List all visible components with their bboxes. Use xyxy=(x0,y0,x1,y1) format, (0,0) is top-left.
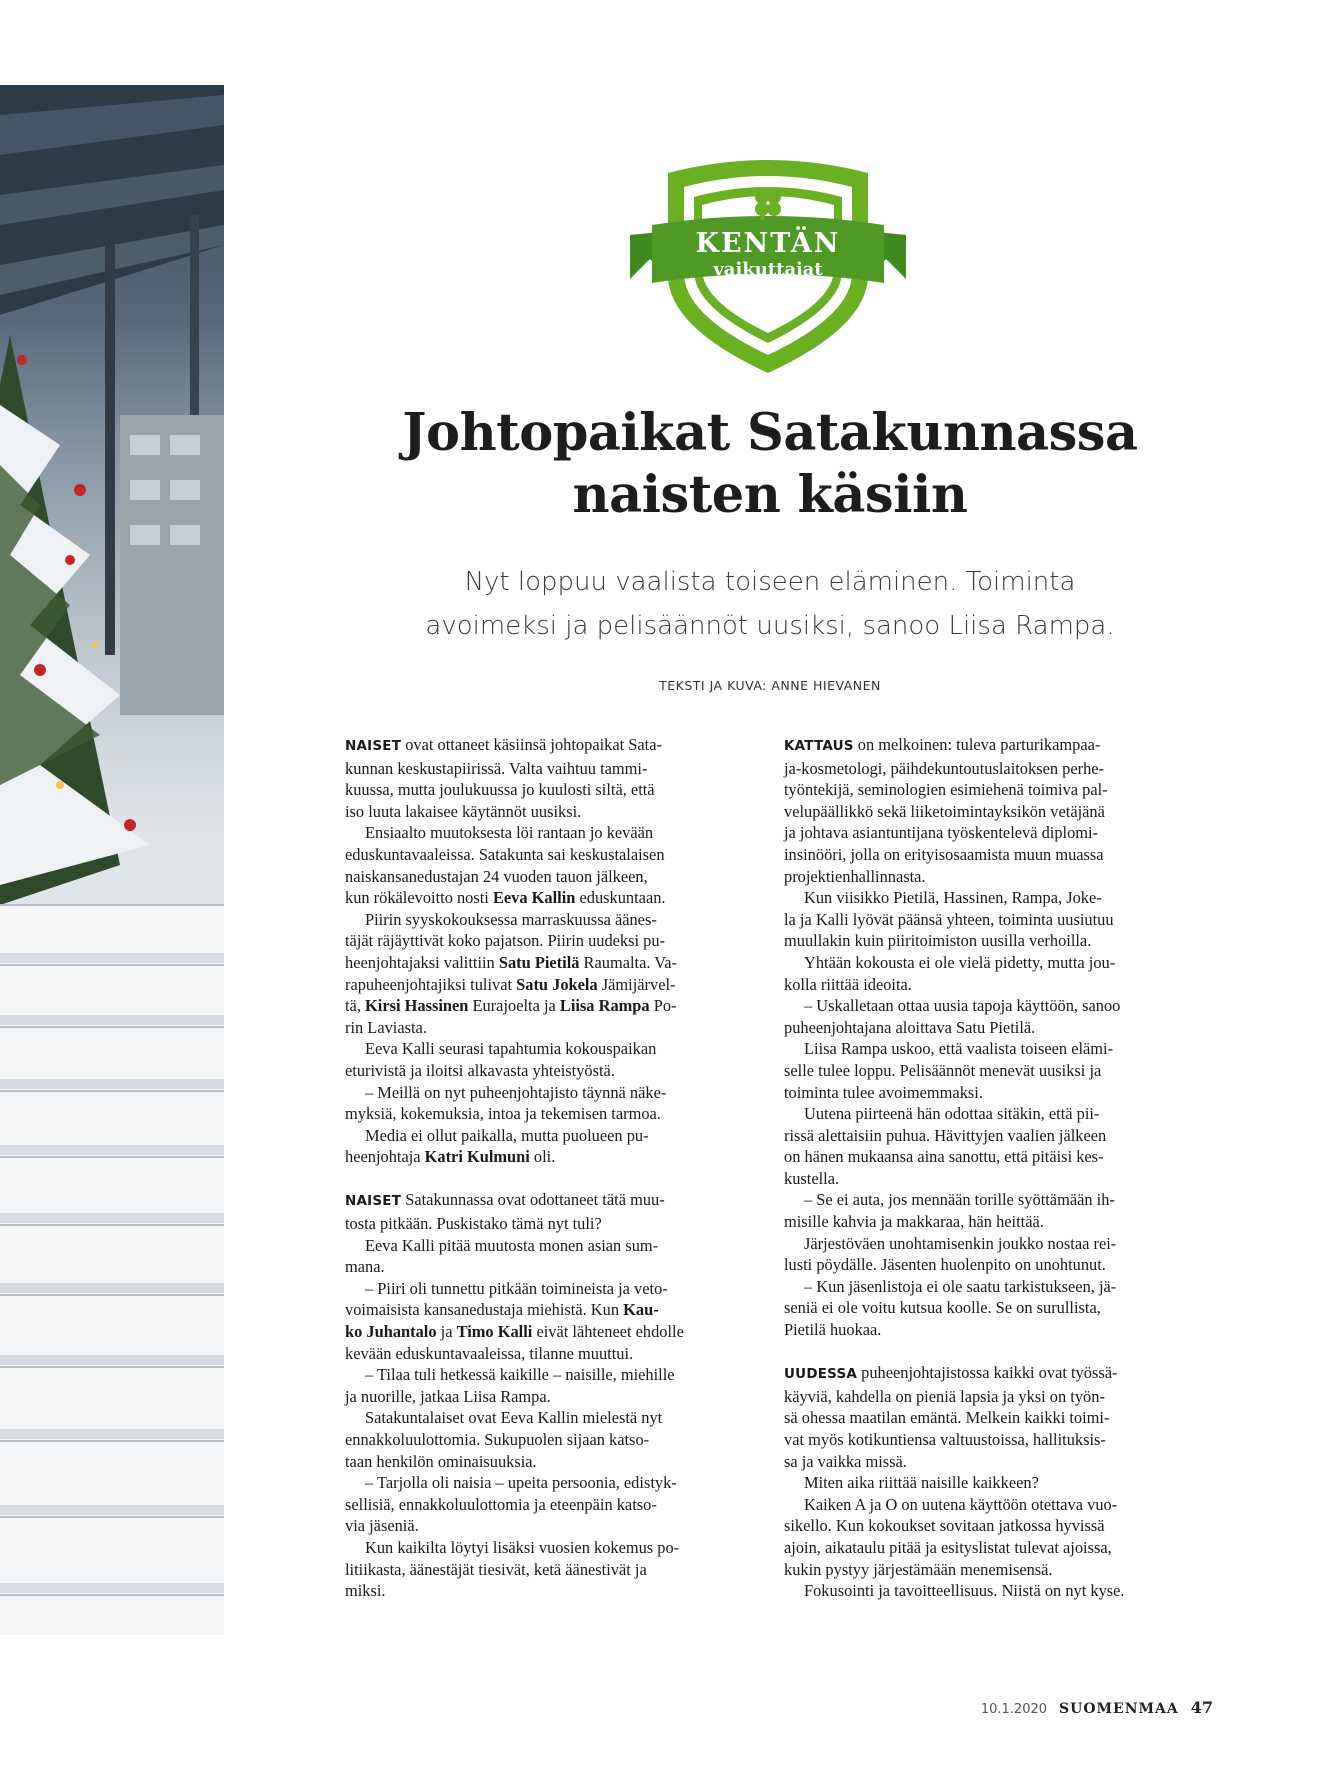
text-line: Kun kaikilta löytyi lisäksi vuosien kokemus po- xyxy=(365,1537,680,1557)
text-line: NAISET ovat ottaneet käsiinsä johtopaikat Sata- xyxy=(345,735,662,754)
text-line: rapuheenjohtajiksi tulivat Satu Jokela Jämijärvel- xyxy=(345,974,676,994)
person-name: Timo Kalli xyxy=(456,1322,533,1342)
text-line: via jäseniä. xyxy=(345,1516,419,1536)
text-line: ko Juhantalo ja Timo Kalli eivät lähteneet ehdolle xyxy=(345,1322,684,1342)
article-column-right xyxy=(784,734,1170,1602)
text-line: ja-kosmetologi, päihdekuntoutuslaitoksen perhe- xyxy=(784,758,1105,778)
text-line: ja nuorille, jatkaa Liisa Rampa. xyxy=(345,1386,551,1406)
text-line: – Meillä on nyt puheenjohtajisto täynnä näke- xyxy=(365,1082,667,1102)
text-line: myksiä, kokemuksia, intoa ja tekemisen tarmoa. xyxy=(345,1104,661,1124)
text-line: sa ja vaikka missä. xyxy=(784,1451,907,1471)
text-line: velupäällikkö sekä liiketoimintayksikön vetäjänä xyxy=(784,801,1105,821)
text-line: miksi. xyxy=(345,1581,386,1601)
text-line: eturivistä ja iloitsi alkavasta yhteistyöstä. xyxy=(345,1060,615,1080)
badge-line-2: vaikuttajat xyxy=(713,259,823,280)
text-line: Pietilä huokaa. xyxy=(784,1320,882,1340)
lead-word: UUDESSA xyxy=(784,1366,858,1383)
text-line: sikello. Kun kokoukset sovitaan jatkossa hyvissä xyxy=(784,1516,1105,1536)
title-line: naisten käsiin xyxy=(572,465,968,525)
text-line: Järjestöväen unohtamisenkin joukko nostaa rei- xyxy=(804,1233,1117,1253)
text-line: toiminta tulee avoimemmaksi. xyxy=(784,1082,983,1102)
page-footer xyxy=(981,1698,1213,1717)
lead-word: NAISET xyxy=(345,738,402,754)
text-line: – Se ei auta, jos mennään torille syöttämään ih- xyxy=(804,1190,1115,1210)
text-line: muullakin kuin piiritoimiston uusilla verhoilla. xyxy=(784,931,1092,951)
text-line: taan henkilön ominaisuuksia. xyxy=(345,1451,537,1471)
text-line: on hänen mukaansa aina sanottu, että pitäisi kes- xyxy=(784,1147,1104,1167)
lead-word: NAISET xyxy=(345,1193,402,1210)
article-title xyxy=(330,402,1210,526)
article-column-left xyxy=(345,734,731,1602)
publication-name: SUOMENMAA xyxy=(1059,1701,1179,1717)
text-line: heenjohtaja Katri Kulmuni oli. xyxy=(345,1147,556,1167)
section-badge xyxy=(628,155,908,375)
text-line: ennakkoluulottomia. Sukupuolen sijaan katso- xyxy=(345,1430,650,1449)
text-line: sä ohessa maatilan emäntä. Melkein kaikki toimi- xyxy=(784,1408,1110,1428)
text-line: tosta pitkään. Puskistako tämä nyt tuli? xyxy=(345,1214,602,1234)
lead-word: KATTAUS xyxy=(784,738,854,754)
text-line: kuussa, mutta joulukuussa jo kuulosti siltä, että xyxy=(345,780,655,800)
text-line: käyviä, kahdella on pieniä lapsia ja yksi on työn- xyxy=(784,1386,1105,1406)
text-line: – Piiri oli tunnettu pitkään toimineista ja veto- xyxy=(365,1278,668,1298)
text-line: NAISET Satakunnassa ovat odottaneet tätä muu- xyxy=(345,1190,665,1210)
text-line: ajoin, aikataulu pitää ja esityslistat tulevat ajoissa, xyxy=(784,1537,1112,1557)
text-line: naiskansanedustajan 24 vuoden tauon jälkeen, xyxy=(345,866,648,886)
text-line: seniä ei ole voitu kutsua koolle. Se on surullista, xyxy=(784,1298,1101,1318)
lede-line: avoimeksi ja pelisäännöt uusiksi, sanoo Liisa Rampa. xyxy=(425,611,1115,641)
text-line: – Tarjolla oli naisia – upeita persoonia, edistyk- xyxy=(365,1473,677,1493)
text-line: kevään eduskuntavaaleissa, tilanne muuttui. xyxy=(345,1343,634,1363)
lede-line: Nyt loppuu vaalista toiseen eläminen. Toiminta xyxy=(464,567,1076,597)
text-line: heenjohtajaksi valittiin Satu Pietilä Raumalta. Va- xyxy=(345,952,678,972)
text-line: Kun viisikko Pietilä, Hassinen, Rampa, Joke- xyxy=(804,888,1102,908)
text-line: kunnan keskustapiirissä. Valta vaihtuu tammi- xyxy=(345,758,648,778)
text-line: ja johtava asiantuntijana työskentelevä diplomi- xyxy=(784,823,1099,843)
person-name: Kau- xyxy=(623,1300,659,1320)
text-line: Piirin syyskokouksessa marraskuussa äänes- xyxy=(365,909,657,929)
page-number: 47 xyxy=(1190,1698,1213,1717)
byline: TEKSTI JA KUVA: ANNE HIEVANEN xyxy=(659,678,881,693)
text-line: Eeva Kalli pitää muutosta monen asian sum- xyxy=(365,1235,659,1255)
text-line: täjät räjäyttivät koko pajatson. Piirin uudeksi pu- xyxy=(345,931,666,951)
person-name: Satu Pietilä xyxy=(498,952,580,972)
text-line: Ensiaalto muutoksesta löi rantaan jo kevään xyxy=(365,823,654,843)
text-line: – Tilaa tuli hetkessä kaikille – naisille, miehille xyxy=(365,1365,675,1385)
issue-date: 10.1.2020 xyxy=(980,1702,1048,1717)
text-line: eduskuntavaaleissa. Satakunta sai keskustalaisen xyxy=(345,844,665,864)
person-name: Katri Kulmuni xyxy=(424,1147,530,1167)
text-line: voimaisista kansanedustaja miehistä. Kun Kau- xyxy=(345,1300,659,1320)
text-line: kolla riittää ideoita. xyxy=(784,974,912,994)
text-line: sellisiä, ennakkoluulottomia ja eteenpäin katso- xyxy=(345,1494,657,1514)
person-name: Satu Jokela xyxy=(516,974,598,994)
text-line: rin Laviasta. xyxy=(345,1017,427,1037)
text-line: – Uskalletaan ottaa uusia tapoja käyttöön, sanoo xyxy=(804,996,1121,1016)
text-line: tä, Kirsi Hassinen Eurajoelta ja Liisa Rampa Po- xyxy=(345,996,677,1016)
person-name: ko Juhantalo xyxy=(345,1322,437,1342)
text-line: lusti pöydälle. Jäsenten huolenpito on unohtunut. xyxy=(784,1255,1106,1275)
text-line: Media ei ollut paikalla, mutta puolueen pu- xyxy=(365,1125,649,1145)
text-line: kukin pystyy järjestämään menemisensä. xyxy=(784,1559,1053,1579)
text-line: Uutena piirteenä hän odottaa sitäkin, että pii- xyxy=(804,1104,1100,1124)
text-line: kustella. xyxy=(784,1168,840,1188)
text-line: Eeva Kalli seurasi tapahtumia kokouspaikan xyxy=(365,1039,657,1059)
text-line: misille kahvia ja makkaraa, hän heittää. xyxy=(784,1212,1044,1232)
text-line: litiikasta, äänestäjät tiesivät, ketä äänestivät ja xyxy=(345,1559,647,1579)
text-line: Satakuntalaiset ovat Eeva Kallin mielestä nyt xyxy=(365,1408,663,1428)
badge-line-1: KENTÄN xyxy=(695,228,841,259)
text-line: Fokusointi ja tavoitteellisuus. Niistä on nyt kyse. xyxy=(804,1581,1125,1601)
person-name: Liisa Rampa xyxy=(559,996,650,1016)
text-line: puheenjohtajana aloittava Satu Pietilä. xyxy=(784,1017,1036,1037)
text-line: iso luuta lakaisee käytännöt uusiksi. xyxy=(345,801,582,821)
text-line: la ja Kalli lyövät päänsä yhteen, toiminta uusiutuu xyxy=(784,909,1114,929)
text-line: – Kun jäsenlistoja ei ole saatu tarkistukseen, jä- xyxy=(804,1276,1117,1296)
person-name: Eeva Kallin xyxy=(492,888,576,908)
text-line: Kaiken A ja O on uutena käyttöön otettava vuo- xyxy=(804,1494,1118,1514)
text-line: projektienhallinnasta. xyxy=(784,866,926,886)
article-photo xyxy=(0,85,224,1635)
text-line: vat myös kotikuntiensa valtuustoissa, hallituksis- xyxy=(784,1430,1106,1449)
text-line: kun rökälevoitto nosti Eeva Kallin eduskuntaan. xyxy=(345,888,666,908)
text-line: insinööri, jolla on erityisosaamista muun muassa xyxy=(784,844,1104,864)
article-lede xyxy=(330,560,1210,648)
text-line: työntekijä, seminologien esimiehenä toimiva pal- xyxy=(784,780,1108,800)
title-line: Johtopaikat Satakunnassa xyxy=(402,403,1138,463)
text-line: mana. xyxy=(345,1257,385,1277)
text-line: Liisa Rampa uskoo, että vaalista toiseen elämi- xyxy=(804,1039,1114,1059)
text-line: Yhtään kokousta ei ole vielä pidetty, mutta jou- xyxy=(804,952,1116,972)
text-line: Miten aika riittää naisille kaikkeen? xyxy=(804,1473,1039,1493)
text-line: selle tulee loppu. Pelisäännöt menevät uusiksi ja xyxy=(784,1060,1102,1080)
text-line: UUDESSA puheenjohtajistossa kaikki ovat työssä- xyxy=(784,1363,1118,1383)
person-name: Kirsi Hassinen xyxy=(365,996,469,1016)
text-line: KATTAUS on melkoinen: tuleva parturikampaa- xyxy=(784,735,1101,754)
text-line: rissä alettaisiin puhua. Hävittyjen vaalien jälkeen xyxy=(784,1125,1107,1145)
